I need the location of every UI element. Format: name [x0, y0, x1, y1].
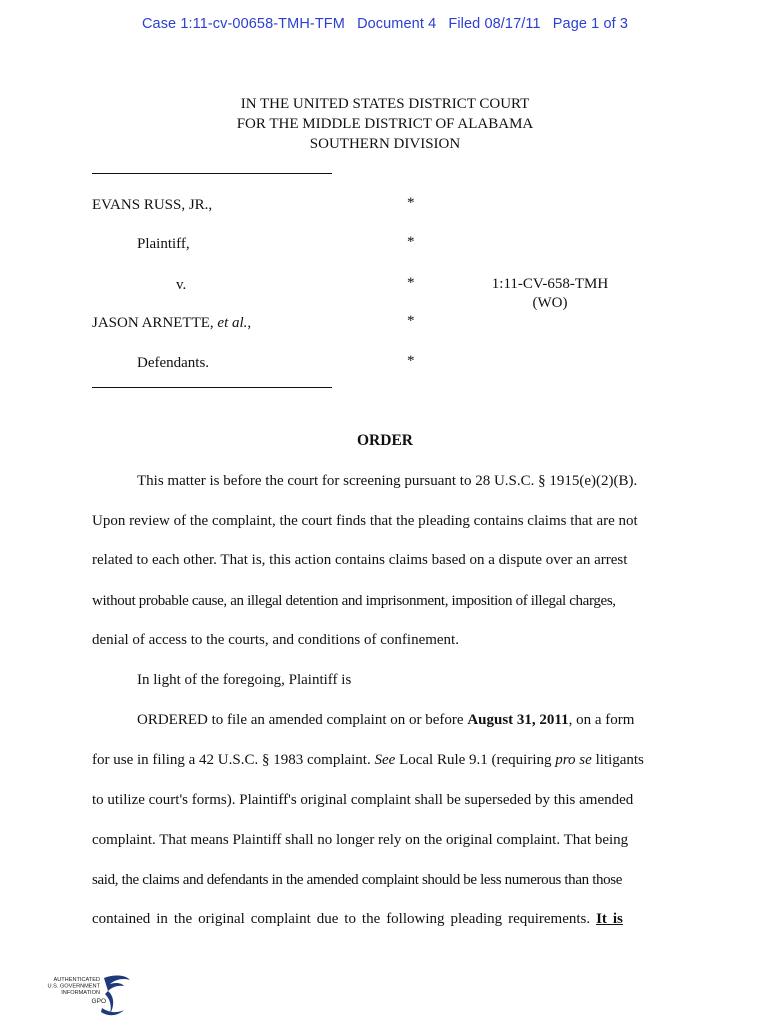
defendant-etal: et al.: [217, 315, 248, 331]
paragraph-line: denial of access to the courts, and conditions of confinement.: [92, 632, 459, 648]
order-title: ORDER: [357, 432, 413, 449]
court-heading: [0, 94, 770, 154]
paragraph-line: This matter is before the court for screening pursuant to 28 U.S.C. § 1915(e)(2)(B).: [137, 473, 638, 489]
defendant-name-text: JASON ARNETTE,: [92, 315, 218, 331]
page-count: Page 1 of 3: [552, 16, 629, 32]
defendant-role: Defendants.: [137, 355, 210, 371]
plaintiff-name: EVANS RUSS, JR.,: [92, 197, 213, 213]
paragraph-line: [137, 710, 680, 730]
pro-se-term: pro se: [555, 752, 592, 768]
gpo-authenticated-logo: [44, 972, 134, 1020]
caption-star: *: [407, 313, 415, 329]
text-segment: for use in filing a 42 U.S.C. § 1983 complaint.: [92, 752, 375, 768]
see-signal: See: [374, 752, 396, 768]
text-segment: ORDERED to file an amended complaint on or before: [137, 712, 468, 728]
logo-text-government: U.S. GOVERNMENT: [47, 983, 100, 990]
caption-star: *: [407, 275, 415, 291]
caption-star: *: [407, 195, 415, 211]
text-segment: Local Rule 9.1 (requiring: [395, 752, 556, 768]
filed-date: Filed 08/17/11: [448, 16, 541, 32]
text-segment: , on a form: [568, 712, 635, 728]
paragraph-line: In light of the foregoing, Plaintiff is: [137, 672, 352, 688]
logo-text-gpo: GPO: [91, 998, 106, 1005]
court-line-3: SOUTHERN DIVISION: [309, 136, 461, 152]
text-segment: litigants: [591, 752, 644, 768]
text-segment: contained in the original complaint due to the following pleading requirements.: [92, 911, 597, 927]
logo-text-information: INFORMATION: [61, 990, 100, 996]
document-number: Document 4: [357, 16, 437, 32]
court-line-2: FOR THE MIDDLE DISTRICT OF ALABAMA: [236, 116, 534, 132]
versus-label: v.: [176, 277, 187, 293]
plaintiff-role: Plaintiff,: [137, 236, 190, 252]
civil-case-number: [470, 275, 630, 313]
paragraph-line: Upon review of the complaint, the court finds that the pleading contains claims that are not: [92, 513, 638, 529]
eagle-icon: [101, 976, 130, 1016]
caption-star: *: [407, 234, 415, 250]
case-suffix: (WO): [532, 295, 568, 311]
filing-header: [0, 16, 770, 32]
deadline-date: August 31, 2011: [467, 712, 569, 728]
it-is-emphasis: It is: [596, 911, 623, 927]
case-number-header: Case 1:11-cv-00658-TMH-TFM: [141, 16, 345, 32]
logo-text-authenticated: AUTHENTICATED: [53, 977, 100, 983]
caption-star: *: [407, 353, 415, 369]
paragraph-line: related to each other. That is, this action contains claims based on a dispute over an arrest: [92, 552, 628, 568]
caption-top-rule: [92, 173, 332, 174]
case-number-line: 1:11-CV-658-TMH: [491, 276, 609, 292]
defendant-name: [92, 313, 251, 333]
paragraph-line: [92, 750, 680, 770]
paragraph-line: complaint. That means Plaintiff shall no longer rely on the original complaint. That being: [92, 832, 629, 848]
paragraph-line: [92, 909, 680, 929]
court-line-1: IN THE UNITED STATES DISTRICT COURT: [240, 96, 530, 112]
paragraph-line: without probable cause, an illegal detention and imprisonment, imposition of illegal charges,: [92, 593, 616, 609]
paragraph-line: to utilize court's forms). Plaintiff's original complaint shall be superseded by this amended: [92, 792, 634, 808]
paragraph-line: said, the claims and defendants in the amended complaint should be less numerous than those: [92, 872, 623, 888]
defendant-comma: ,: [247, 315, 252, 331]
caption-bottom-rule: [92, 387, 332, 388]
